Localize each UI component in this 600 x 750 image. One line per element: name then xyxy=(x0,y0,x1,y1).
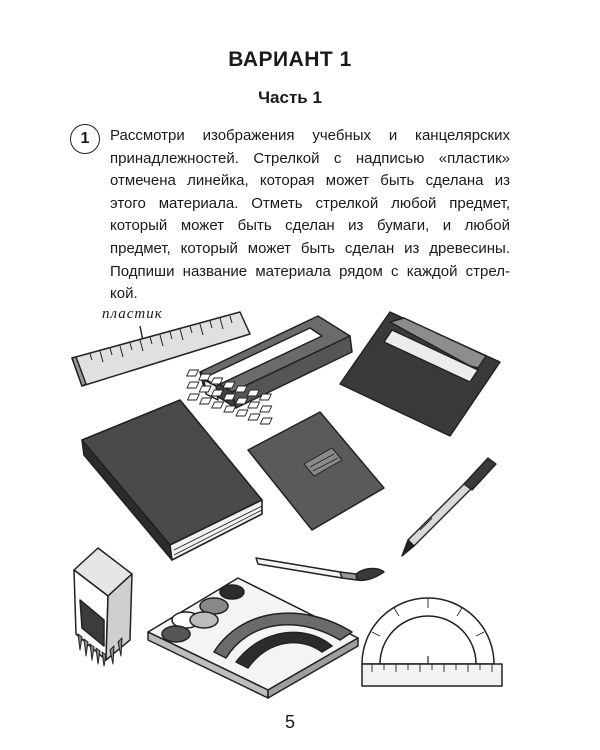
page-title: ВАРИАНТ 1 xyxy=(228,48,352,71)
pen-image[interactable] xyxy=(402,458,496,556)
plastic-label: пластик xyxy=(102,306,163,322)
task-number-badge: 1 xyxy=(70,124,100,154)
task-line: предмет, который может быть сделан из древесины. xyxy=(110,239,510,257)
book-image[interactable] xyxy=(82,400,262,560)
task-line: Рассмотри изображения учебных и канцелярских xyxy=(110,127,510,144)
paintbrush-image[interactable] xyxy=(256,558,384,580)
task-line: который может быть сделан из бумаги, и любой xyxy=(110,217,510,235)
task-line: отмечена линейка, которая может быть сделана из xyxy=(110,172,510,190)
crayon-box-image[interactable] xyxy=(74,548,132,666)
page-number: 5 xyxy=(284,712,295,732)
paint-palette-image[interactable] xyxy=(148,578,358,698)
notebook-image[interactable] xyxy=(248,412,384,530)
task-line: этого материала. Отметь стрелкой любой предмет, xyxy=(110,194,510,212)
task-line: кой. xyxy=(110,285,138,303)
task-line: Подпиши название материала рядом с каждой стрел- xyxy=(110,262,510,280)
task-line: принадлежностей. Стрелкой с надписью «пластик» xyxy=(110,149,510,167)
protractor-image[interactable] xyxy=(362,598,502,686)
section-subtitle: Часть 1 xyxy=(258,88,322,107)
